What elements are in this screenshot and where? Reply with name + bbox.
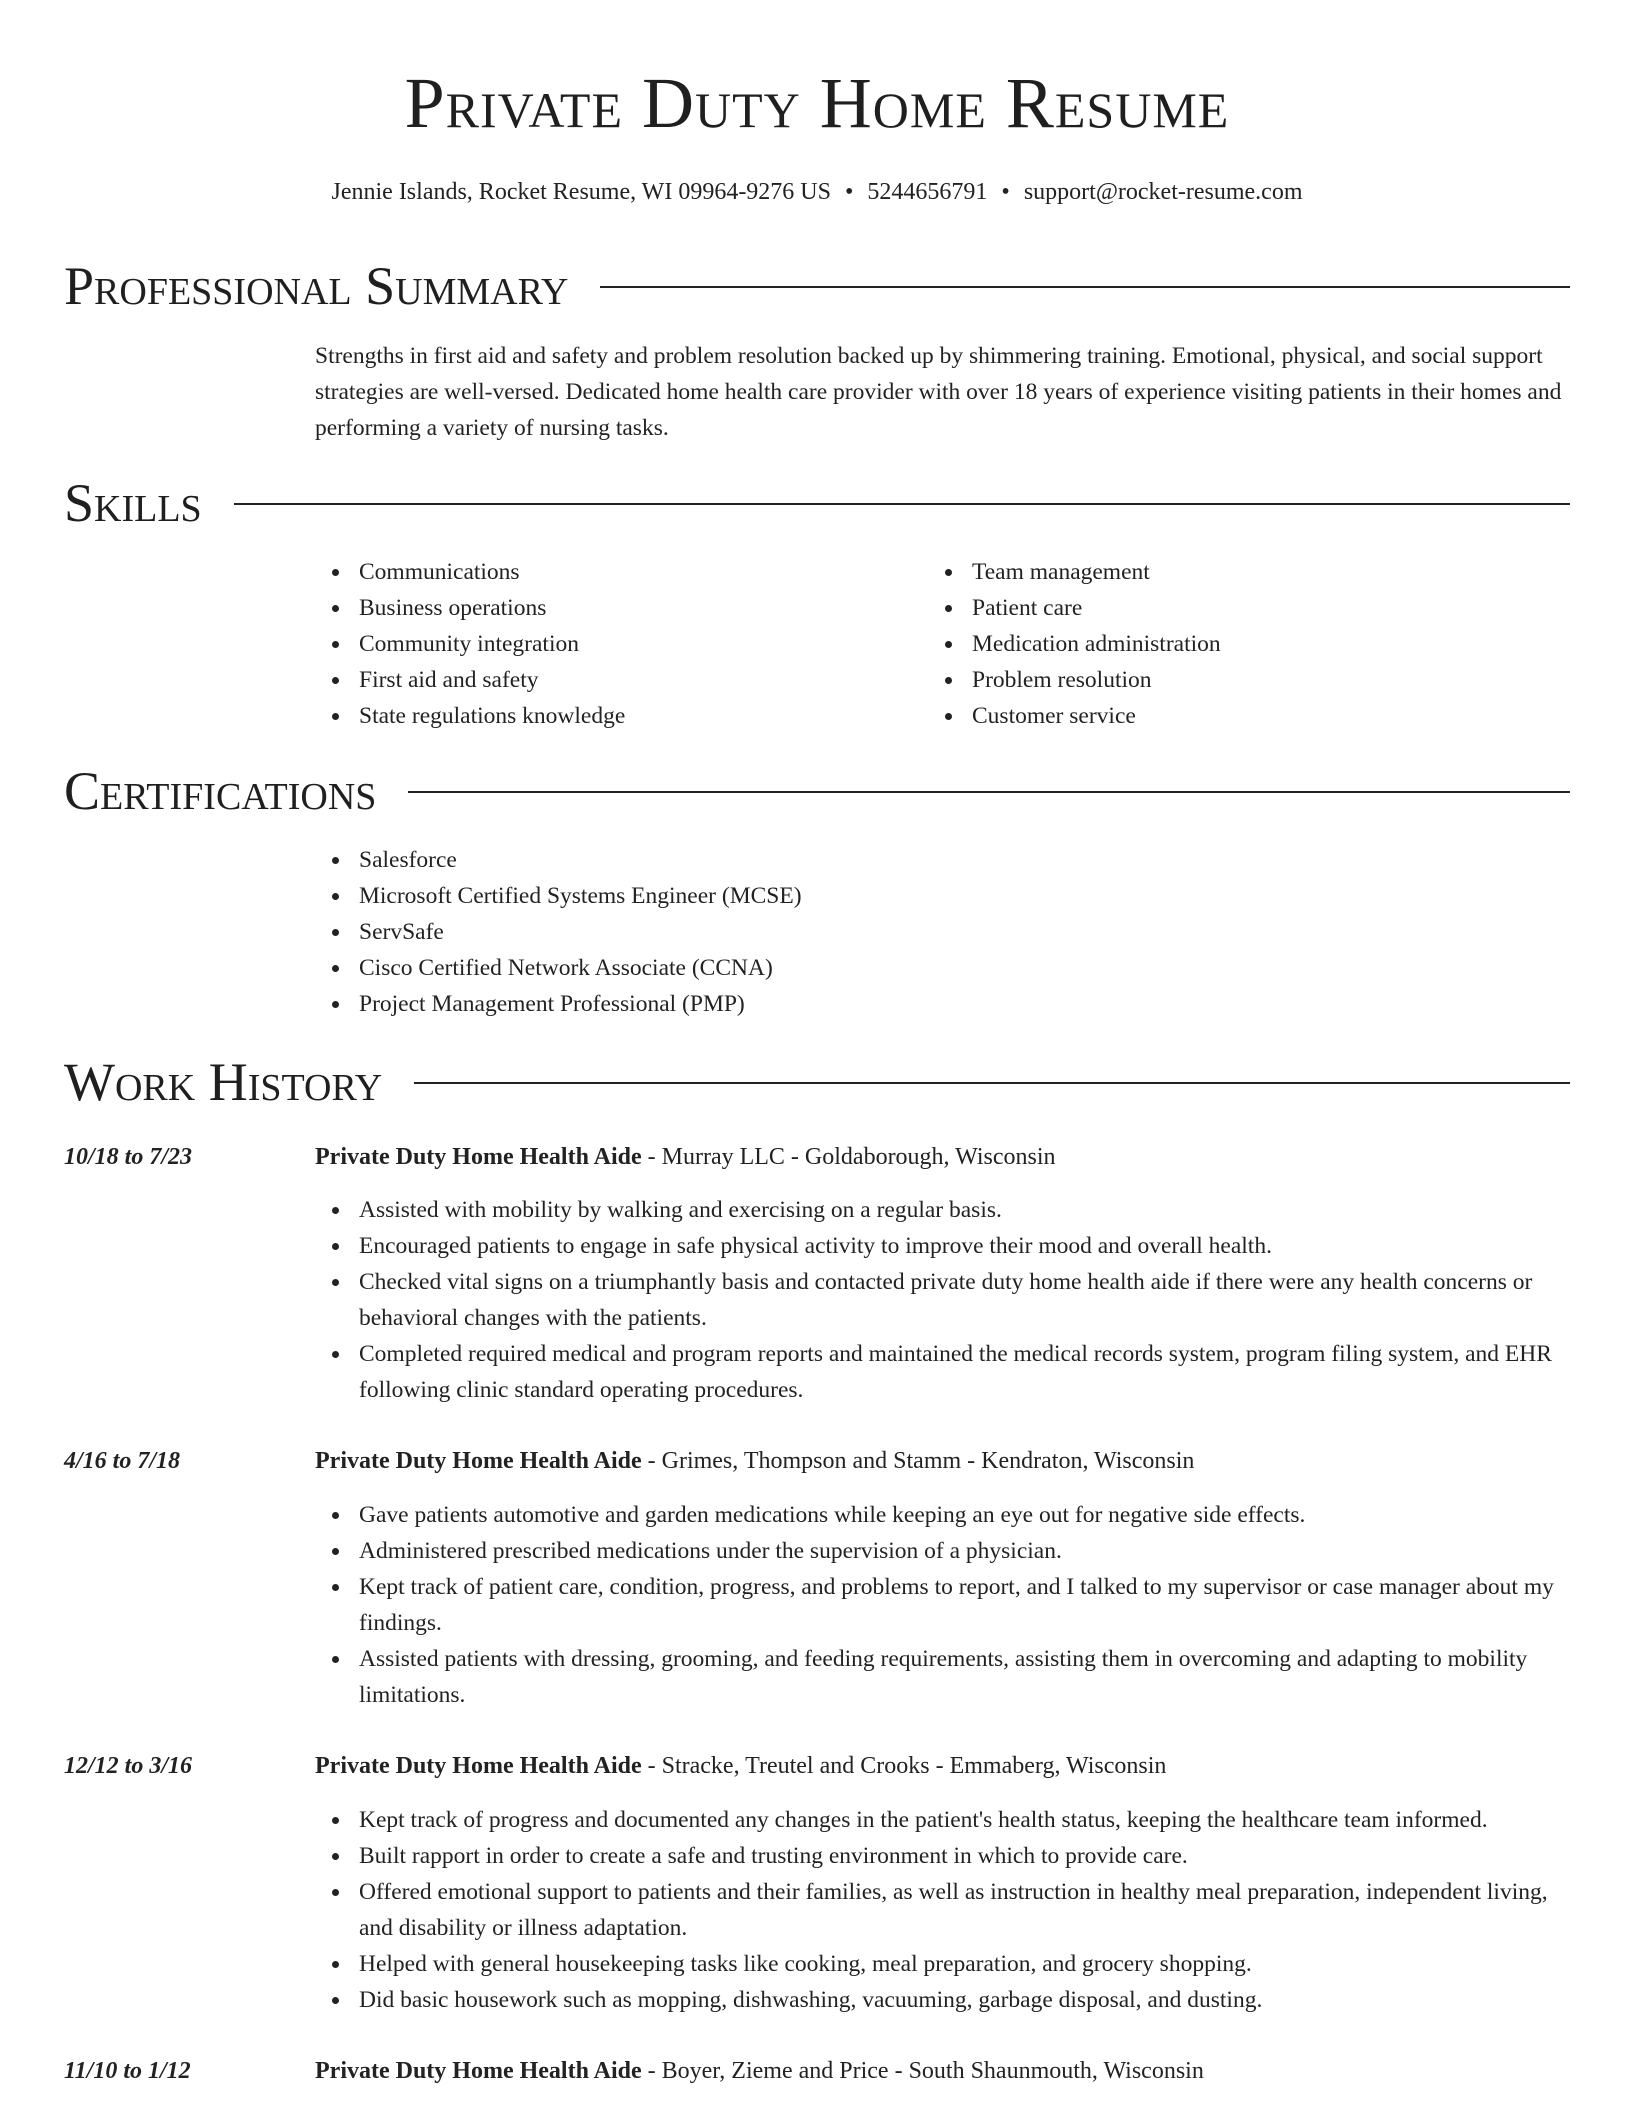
skill-item: Patient care [928,590,1528,626]
job-title-line [315,1139,1055,1175]
job-bullet: Administered prescribed medications under the supervision of a physician. [315,1533,1570,1569]
job-bullet: Gave patients automotive and garden medications while keeping an eye out for negative side effects. [315,1497,1570,1533]
certifications-section-title: Certifications [64,761,377,821]
job-role: Private Duty Home Health Aide [315,1753,642,1779]
section-divider [600,286,1570,288]
job-bullet: Assisted patients with dressing, grooming, and feeding requirements, assisting them in overcoming and adapting to mobility limitations. [315,1641,1570,1713]
job-dates: 12/12 to 3/16 [64,1753,193,1779]
contact-separator: • [1001,179,1010,205]
section-divider [234,503,1570,505]
job-bullets [315,1192,1570,1408]
certifications-section-header [64,759,1570,823]
certifications-list [315,842,1570,1022]
certification-item: Salesforce [315,842,1570,878]
section-divider [414,1082,1570,1084]
skills-section-title: Skills [64,473,202,533]
job-employer: - Murray LLC - Goldaborough, Wisconsin [641,1144,1056,1170]
skills-list-left [315,554,915,734]
skills-section-header [64,471,1570,535]
job-role: Private Duty Home Health Aide [315,2058,642,2084]
summary-text: Strengths in first aid and safety and problem resolution backed up by shimmering training. Emotional, physical, and social support strategies are well-versed. Dedicated home health care provider with over 18 years of experience visiting patients in their homes and performing a variety of nursing tasks. [315,343,1562,441]
section-divider [408,791,1570,793]
contact-separator: • [845,179,854,205]
job-employer: - Stracke, Treutel and Crooks - Emmaberg, Wisconsin [641,1753,1167,1779]
job-bullet: Checked vital signs on a triumphantly basis and contacted private duty home health aide if there were any health concerns or behavioral changes with the patients. [315,1264,1570,1336]
skills-list-right [928,554,1528,734]
contact-email: support@rocket-resume.com [1023,179,1303,205]
certification-item: Microsoft Certified Systems Engineer (MCSE) [315,878,1570,914]
contact-line [64,176,1570,208]
work-section-title: Work History [64,1052,383,1112]
job-bullet: Kept track of patient care, condition, progress, and problems to report, and I talked to my supervisor or case manager about my findings. [315,1569,1570,1641]
work-section-header [64,1050,1570,1114]
certification-item: Project Management Professional (PMP) [315,986,1570,1022]
skill-item: Problem resolution [928,662,1528,698]
job-bullets [315,1497,1570,1713]
job-bullet: Helped with general housekeeping tasks like cooking, meal preparation, and grocery shopping. [315,1946,1570,1982]
job-role: Private Duty Home Health Aide [315,1448,642,1474]
certification-item: ServSafe [315,914,1570,950]
job-employer: - Boyer, Zieme and Price - South Shaunmouth, Wisconsin [641,2058,1204,2084]
skill-item: Communications [315,554,915,590]
job-title-line [315,1443,1194,1479]
job-bullet: Assisted with mobility by walking and exercising on a regular basis. [315,1192,1570,1228]
skill-item: Medication administration [928,626,1528,662]
job-employer: - Grimes, Thompson and Stamm - Kendraton, Wisconsin [641,1448,1195,1474]
contact-phone: 5244656791 [867,179,988,205]
contact-address: Jennie Islands, Rocket Resume, WI 09964-9276 US [331,179,831,205]
skill-item: State regulations knowledge [315,698,915,734]
job-bullet: Built rapport in order to create a safe and trusting environment in which to provide care. [315,1838,1570,1874]
summary-section-header [64,254,1570,318]
job-bullet: Encouraged patients to engage in safe physical activity to improve their mood and overall health. [315,1228,1570,1264]
job-dates: 10/18 to 7/23 [64,1144,193,1170]
job-bullets [315,1802,1570,2018]
summary-section-title: Professional Summary [64,256,569,316]
skill-item: Team management [928,554,1528,590]
job-title-line [315,2053,1204,2089]
job-bullet: Completed required medical and program reports and maintained the medical records system, program filing system, and EHR following clinic standard operating procedures. [315,1336,1570,1408]
job-bullet: Did basic housework such as mopping, dishwashing, vacuuming, garbage disposal, and dusting. [315,1982,1570,2018]
skill-item: Business operations [315,590,915,626]
job-title-line [315,1748,1166,1784]
resume-name: Private Duty Home Resume [404,63,1230,143]
skill-item: Community integration [315,626,915,662]
job-dates: 11/10 to 1/12 [64,2058,191,2084]
certification-item: Cisco Certified Network Associate (CCNA) [315,950,1570,986]
job-dates: 4/16 to 7/18 [64,1448,181,1474]
job-bullet: Offered emotional support to patients and their families, as well as instruction in healthy meal preparation, independent living, and disability or illness adaptation. [315,1874,1570,1946]
skill-item: First aid and safety [315,662,915,698]
job-bullet: Kept track of progress and documented any changes in the patient's health status, keeping the healthcare team informed. [315,1802,1570,1838]
job-role: Private Duty Home Health Aide [315,1144,642,1170]
skill-item: Customer service [928,698,1528,734]
